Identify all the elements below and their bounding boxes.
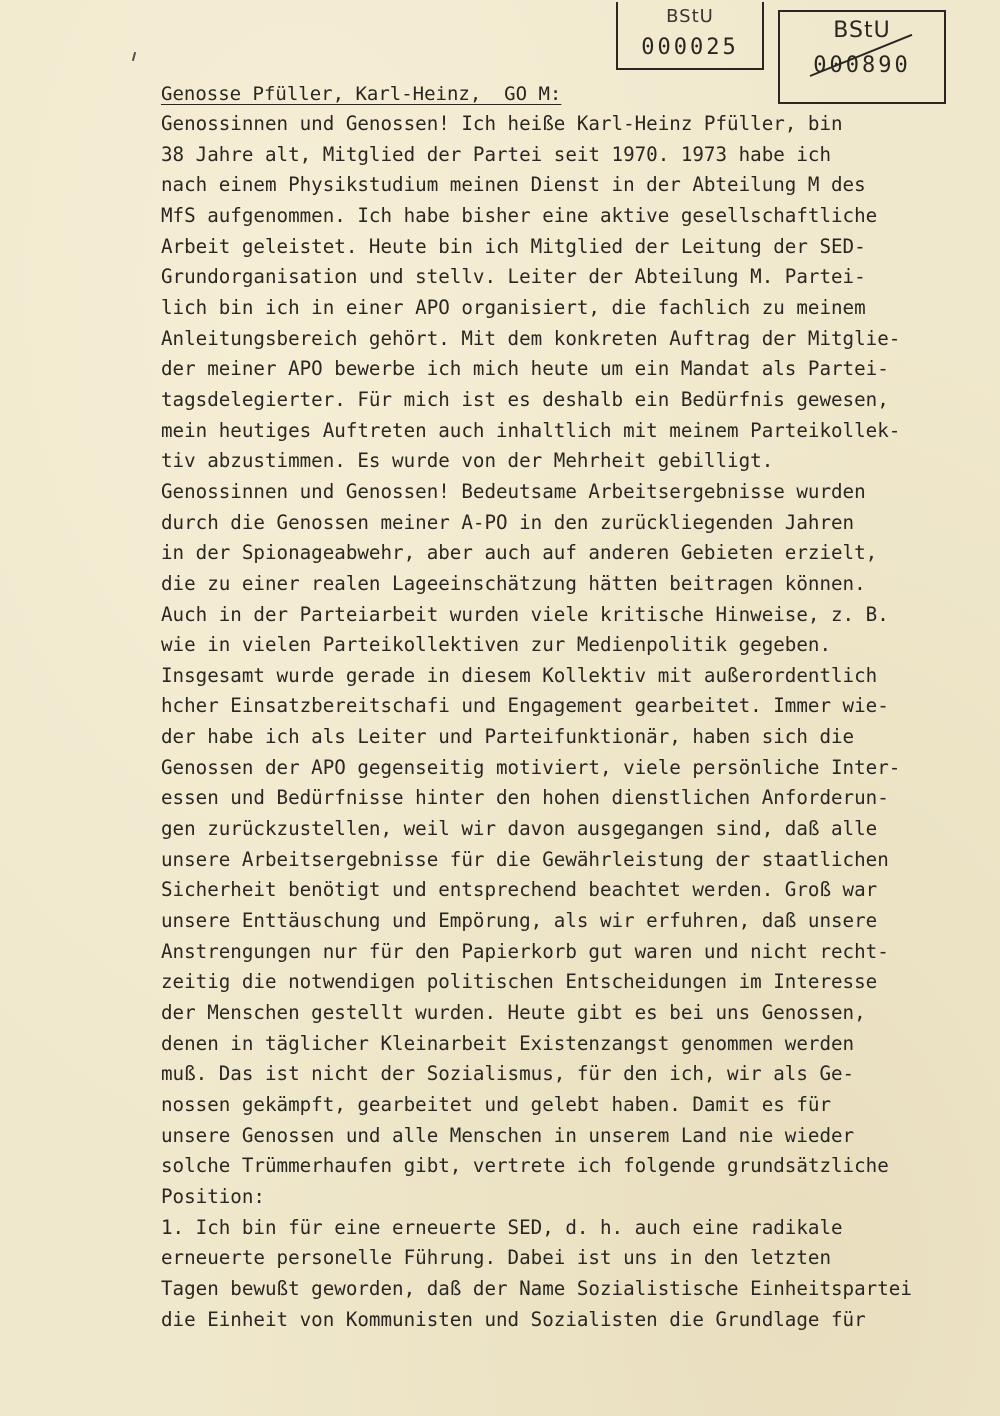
text-line: durch die Genossen meiner A-PO in den zurückliegenden Jahren [161, 510, 855, 534]
text-line: unsere Genossen und alle Menschen in unserem Land nie wieder [161, 1123, 855, 1147]
text-line: hcher Einsatzbereitschafi und Engagement gearbeitet. Immer wie- [161, 694, 889, 718]
text-line: lich bin ich in einer APO organisiert, die fachlich zu meinem [161, 295, 866, 319]
text-line: Grundorganisation und stellv. Leiter der Abteilung M. Partei- [161, 265, 866, 289]
text-line: nach einem Physikstudium meinen Dienst in der Abteilung M des [161, 173, 866, 197]
text-line: der meiner APO bewerbe ich mich heute um ein Mandat als Partei- [161, 357, 889, 381]
stamp-2-number-text: 000890 [813, 53, 911, 78]
text-line: erneuerte personelle Führung. Dabei ist uns in den letzten [161, 1246, 832, 1270]
speech-text [161, 109, 981, 1335]
text-line: gen zurückzustellen, weil wir davon ausgegangen sind, daß alle [161, 817, 878, 841]
text-line: Genossinnen und Genossen! Ich heiße Karl-Heinz Pfüller, bin [161, 112, 843, 135]
pencil-mark [132, 52, 136, 61]
text-line: unsere Enttäuschung und Empörung, als wir erfuhren, daß unsere [161, 909, 878, 933]
text-line: wie in vielen Parteikollektiven zur Medienpolitik gegeben. [161, 633, 832, 657]
stamp-2-number [780, 53, 944, 78]
speaker-heading: Genosse Pfüller, Karl-Heinz, GO M: [161, 83, 562, 105]
text-line: muß. Das ist nicht der Sozialismus, für den ich, wir als Ge- [161, 1062, 855, 1086]
text-line: Position: [161, 1184, 265, 1208]
text-line: Arbeit geleistet. Heute bin ich Mitglied der Leitung der SED- [161, 234, 866, 258]
text-line: Anstrengungen nur für den Papierkorb gut waren und nicht recht- [161, 939, 889, 963]
text-line: Anleitungsbereich gehört. Mit dem konkreten Auftrag der Mitglie- [161, 326, 901, 350]
stamp-1-number: 000025 [641, 35, 739, 60]
text-line: Genossinnen und Genossen! Bedeutsame Arbeitsergebnisse wurden [161, 479, 866, 503]
text-line: Auch in der Parteiarbeit wurden viele kritische Hinweise, z. B. [161, 602, 889, 626]
text-line: Tagen bewußt geworden, daß der Name Sozialistische Einheitspartei [161, 1276, 912, 1300]
text-line: denen in täglicher Kleinarbeit Existenzangst genommen werden [161, 1031, 855, 1055]
text-line: Genossen der APO gegenseitig motiviert, viele persönliche Inter- [161, 755, 901, 779]
stamp-2-label: BStU [833, 18, 891, 43]
text-line: zeitig die notwendigen politischen Entscheidungen im Interesse [161, 970, 878, 994]
archive-stamp-2 [778, 10, 946, 104]
text-line: die zu einer realen Lageeinschätzung hätten beitragen können. [161, 571, 866, 595]
text-line: tagsdelegierter. Für mich ist es deshalb ein Bedürfnis gewesen, [161, 387, 889, 411]
text-line: Sicherheit benötigt und entsprechend beachtet werden. Groß war [161, 878, 878, 902]
text-line: der habe ich als Leiter und Parteifunktionär, haben sich die [161, 725, 855, 749]
archive-stamp-1 [616, 2, 764, 70]
text-line: in der Spionageabwehr, aber auch auf anderen Gebieten erzielt, [161, 541, 878, 565]
text-line: mein heutiges Auftreten auch inhaltlich mit meinem Parteikollek- [161, 418, 901, 442]
text-line: MfS aufgenommen. Ich habe bisher eine aktive gesellschaftliche [161, 203, 878, 227]
text-line: unsere Arbeitsergebnisse für die Gewährleistung der staatlichen [161, 847, 889, 871]
text-line: 38 Jahre alt, Mitglied der Partei seit 1970. 1973 habe ich [161, 142, 832, 166]
text-line: essen und Bedürfnisse hinter den hohen dienstlichen Anforderun- [161, 786, 889, 810]
text-line: die Einheit von Kommunisten und Sozialisten die Grundlage für [161, 1307, 866, 1331]
text-line: solche Trümmerhaufen gibt, vertrete ich folgende grundsätzliche [161, 1154, 889, 1178]
text-line: nossen gekämpft, gearbeitet und gelebt haben. Damit es für [161, 1093, 832, 1116]
text-line: der Menschen gestellt wurden. Heute gibt es bei uns Genossen, [161, 1001, 866, 1025]
text-line: 1. Ich bin für eine erneuerte SED, d. h. auch eine radikale [161, 1215, 843, 1239]
text-line: Insgesamt wurde gerade in diesem Kollektiv mit außerordentlich [161, 663, 878, 687]
text-line: tiv abzustimmen. Es wurde von der Mehrheit gebilligt. [161, 449, 774, 473]
stamp-1-label: BStU [666, 6, 714, 27]
